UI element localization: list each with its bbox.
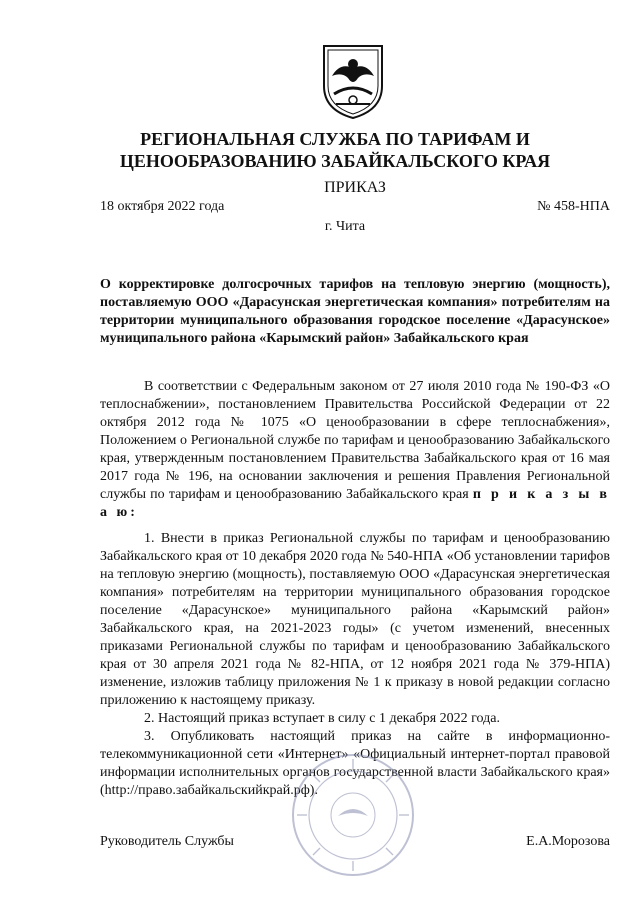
- document-date: 18 октября 2022 года: [100, 199, 225, 214]
- document-number: № 458-НПА: [537, 199, 610, 214]
- organization-name-line-1: РЕГИОНАЛЬНАЯ СЛУЖБА ПО ТАРИФАМ И: [140, 129, 530, 149]
- coat-of-arms-icon: [318, 42, 388, 120]
- document-title: О корректировке долгосрочных тарифов на тепловую энергию (мощность), поставляемую ООО «Дарасунская энергетическая компания» потребителям на территории муниципального образования городское поселение «Дарасунское» муниципального района «Карымский район» Забайкальского края: [100, 277, 610, 346]
- signatory-position: Руководитель Службы: [100, 834, 234, 849]
- organization-name: [100, 128, 570, 172]
- preamble-paragraph: [100, 378, 610, 522]
- order-item-3: 3. Опубликовать настоящий приказ на сайте в информационно-телекоммуникационной сети «Интернет» «Официальный интернет-портал правовой информации исполнительных органов государственной власти Забайкальского края» (http://право.забайкальскийкрай.рф).: [100, 729, 610, 798]
- signature-line: [100, 834, 610, 850]
- document-type: ПРИКАЗ: [324, 179, 386, 196]
- order-item-1: 1. Внести в приказ Региональной службы по тарифам и ценообразованию Забайкальского края от 10 декабря 2020 года № 540-НПА «Об установлении тарифов на тепловую энергию (мощность), поставляемую ООО «Дарасунская энергетическая компания» потребителям на территории муниципального образования городское поселение «Дарасунское» муниципального района «Карымский район» Забайкальского края, на 2021-2023 годы» (с учетом изменений, внесенных приказами Региональной службы по тарифам и ценообразованию Забайкальского края от 30 апреля 2021 года № 82-НПА, от 12 ноября 2021 года № 379-НПА) изменение, изложив таблицу приложения № 1 к приказу в новой редакции согласно приложению к настоящему приказу.: [100, 531, 610, 708]
- organization-name-line-2: ЦЕНООБРАЗОВАНИЮ ЗАБАЙКАЛЬСКОГО КРАЯ: [119, 151, 551, 171]
- date-number-line: [100, 199, 610, 215]
- official-seal-icon: [288, 750, 418, 880]
- order-item-2: 2. Настоящий приказ вступает в силу с 1 декабря 2022 года.: [144, 711, 500, 726]
- order-word: п р и к а з ы в а ю:: [100, 487, 610, 520]
- preamble-text: В соответствии с Федеральным законом от 27 июля 2010 года № 190-ФЗ «О теплоснабжении», постановлением Правительства Российской Федерации от 22 октября 2012 года № 1075 «О ценообразовании в сфере теплоснабжения», Положением о Региональной службе по тарифам и ценообразованию Забайкальского края, утвержденным постановлением Правительства Забайкальского края от 16 мая 2017 года № 196, на основании заключения и решения Правления Региональной службы по тарифам и ценообразованию Забайкальского края: [100, 379, 610, 502]
- signatory-name: Е.А.Морозова: [526, 834, 610, 849]
- document-city: г. Чита: [324, 219, 366, 234]
